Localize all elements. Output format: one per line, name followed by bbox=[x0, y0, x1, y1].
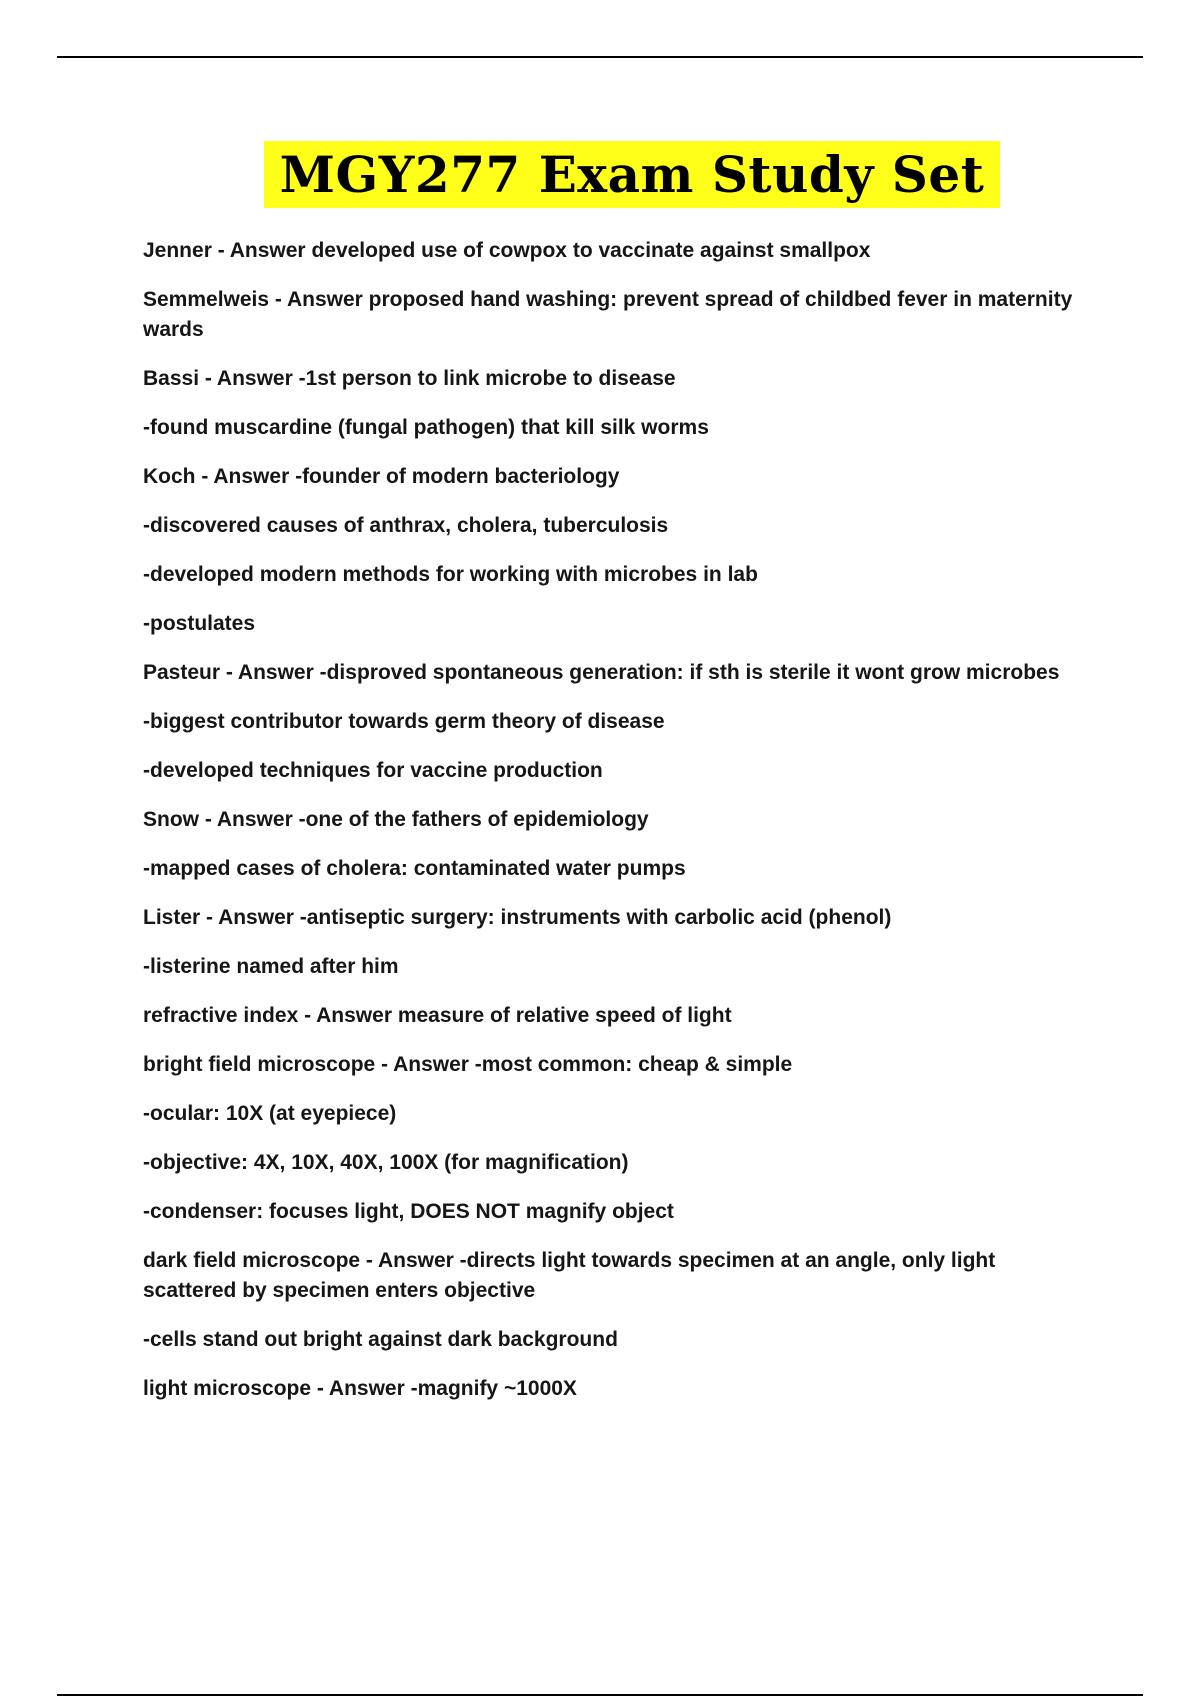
study-entry: -biggest contributor towards germ theory of disease bbox=[143, 710, 665, 733]
study-entry: Koch - Answer -founder of modern bacteriology bbox=[143, 465, 620, 488]
study-entry: Semmelweis - Answer proposed hand washing: prevent spread of childbed fever in maternity wards bbox=[143, 288, 1073, 341]
bottom-rule bbox=[57, 1694, 1143, 1696]
study-entry: -postulates bbox=[143, 612, 256, 635]
page-title: MGY277 Exam Study Set bbox=[279, 145, 985, 204]
title-highlight bbox=[264, 141, 1000, 208]
study-entries-list bbox=[143, 236, 1083, 1423]
study-entry: light microscope - Answer -magnify ~1000X bbox=[143, 1377, 577, 1400]
study-entry: -developed modern methods for working with microbes in lab bbox=[143, 563, 758, 586]
study-entry: -ocular: 10X (at eyepiece) bbox=[143, 1102, 397, 1125]
study-entry: bright field microscope - Answer -most common: cheap & simple bbox=[143, 1053, 793, 1076]
study-entry: -condenser: focuses light, DOES NOT magnify object bbox=[143, 1200, 674, 1223]
top-rule bbox=[57, 56, 1143, 58]
study-entry: Lister - Answer -antiseptic surgery: instruments with carbolic acid (phenol) bbox=[143, 906, 892, 929]
study-entry: refractive index - Answer measure of relative speed of light bbox=[143, 1004, 732, 1027]
study-entry: -objective: 4X, 10X, 40X, 100X (for magnification) bbox=[143, 1151, 629, 1174]
study-entry: -discovered causes of anthrax, cholera, tuberculosis bbox=[143, 514, 669, 537]
study-entry: Snow - Answer -one of the fathers of epidemiology bbox=[143, 808, 649, 831]
study-entry: Bassi - Answer -1st person to link microbe to disease bbox=[143, 367, 676, 390]
study-entry: -cells stand out bright against dark background bbox=[143, 1328, 618, 1351]
study-entry: dark field microscope - Answer -directs light towards specimen at an angle, only light scattered by specimen enters objective bbox=[143, 1249, 996, 1302]
study-entry: -developed techniques for vaccine production bbox=[143, 759, 603, 782]
study-entry: Jenner - Answer developed use of cowpox to vaccinate against smallpox bbox=[143, 239, 871, 262]
study-entry: -found muscardine (fungal pathogen) that kill silk worms bbox=[143, 416, 709, 439]
study-entry: -mapped cases of cholera: contaminated water pumps bbox=[143, 857, 686, 880]
study-entry: Pasteur - Answer -disproved spontaneous generation: if sth is sterile it wont grow microbes bbox=[143, 661, 1060, 684]
study-entry: -listerine named after him bbox=[143, 955, 399, 978]
